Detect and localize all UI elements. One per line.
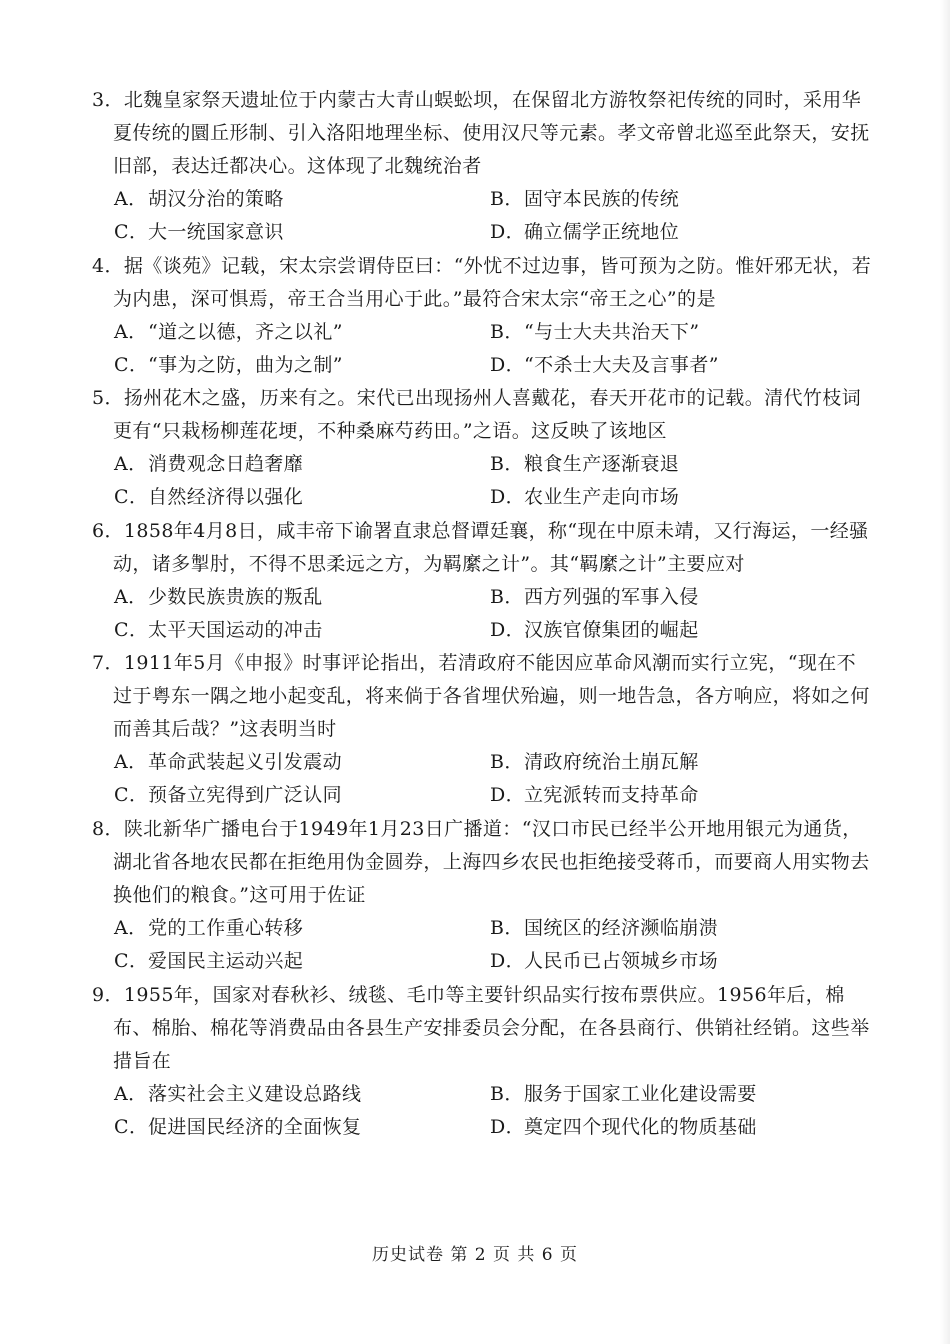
question-9 <box>92 979 872 1144</box>
question-stem <box>92 979 872 1078</box>
question-text: 1955年，国家对春秋衫、绒毯、毛巾等主要针织品实行按布票供应。1956年后，棉布、棉胎、棉花等消费品由各县生产安排委员会分配，在各县商行、供销社经销。这些举措旨在 <box>113 984 870 1072</box>
options-grid <box>114 912 872 978</box>
options-grid <box>114 581 872 647</box>
question-stem <box>92 84 872 183</box>
question-text: 1911年5月《申报》时事评论指出，若清政府不能因应革命风潮而实行立宪，“现在不过于粤东一隅之地小起变乱，将来倘于各省埋伏殆遍，则一地告急，各方响应，将如之何而善其后哉？”这表明当时 <box>113 652 870 740</box>
option-c: C．预备立宪得到广泛认同 <box>114 784 343 806</box>
options-grid <box>114 316 872 382</box>
option-a: A．落实社会主义建设总路线 <box>114 1083 362 1105</box>
option-d: D．奠定四个现代化的物质基础 <box>490 1116 757 1138</box>
option-b: B．清政府统治土崩瓦解 <box>490 751 699 773</box>
question-3 <box>92 84 872 249</box>
option-d: D．农业生产走向市场 <box>490 486 680 508</box>
scan-edge-shadow <box>940 0 950 1344</box>
option-a: A．胡汉分治的策略 <box>114 188 284 210</box>
question-stem <box>92 647 872 746</box>
question-text: 北魏皇家祭天遗址位于内蒙古大青山蜈蚣坝，在保留北方游牧祭祀传统的同时，采用华夏传统的圜丘形制、引入洛阳地理坐标、使用汉尺等元素。孝文帝曾北巡至此祭天，安抚旧部，表达迁都决心。这体现了北魏统治者 <box>113 89 870 177</box>
question-text: 据《谈苑》记载，宋太宗尝谓侍臣曰：“外忧不过边事，皆可预为之防。惟奸邪无状，若为内患，深可惧焉，帝王合当用心于此。”最符合宋太宗“帝王之心”的是 <box>113 255 872 310</box>
option-d: D．人民币已占领城乡市场 <box>490 950 719 972</box>
question-stem <box>92 813 872 912</box>
option-d: D．立宪派转而支持革命 <box>490 784 699 806</box>
option-a: A．革命武装起义引发震动 <box>114 751 343 773</box>
option-c: C．“事为之防，曲为之制” <box>114 354 343 376</box>
option-d: D．汉族官僚集团的崛起 <box>490 619 699 641</box>
option-a: A．少数民族贵族的叛乱 <box>114 586 323 608</box>
question-number: 3． <box>92 89 124 111</box>
option-a: A．党的工作重心转移 <box>114 917 304 939</box>
option-a: A．消费观念日趋奢靡 <box>114 453 304 475</box>
option-c: C．太平天国运动的冲击 <box>114 619 323 641</box>
question-text: 陕北新华广播电台于1949年1月23日广播道：“汉口市民已经半公开地用银元为通货，湖北省各地农民都在拒绝用伪金圆券，上海四乡农民也拒绝接受蒋币，而要商人用实物去换他们的粮食。”这可用于佐证 <box>113 818 870 906</box>
option-d: D．“不杀士大夫及言事者” <box>490 354 719 376</box>
options-grid <box>114 183 872 249</box>
option-b: B．国统区的经济濒临崩溃 <box>490 917 719 939</box>
option-b: B．服务于国家工业化建设需要 <box>490 1083 757 1105</box>
option-b: B．“与士大夫共治天下” <box>490 321 700 343</box>
question-6 <box>92 515 872 647</box>
question-stem <box>92 515 872 581</box>
question-number: 9． <box>92 984 124 1006</box>
options-grid <box>114 1078 872 1144</box>
question-8 <box>92 813 872 978</box>
question-number: 7． <box>92 652 124 674</box>
option-b: B．西方列强的军事入侵 <box>490 586 699 608</box>
question-stem <box>92 250 872 316</box>
option-c: C．自然经济得以强化 <box>114 486 304 508</box>
option-c: C．促进国民经济的全面恢复 <box>114 1116 362 1138</box>
option-c: C．爱国民主运动兴起 <box>114 950 304 972</box>
question-5 <box>92 382 872 514</box>
question-number: 5． <box>92 387 124 409</box>
options-grid <box>114 448 872 514</box>
question-number: 6． <box>92 520 124 542</box>
question-number: 4． <box>92 255 124 277</box>
option-b: B．粮食生产逐渐衰退 <box>490 453 680 475</box>
question-stem <box>92 382 872 448</box>
option-b: B．固守本民族的传统 <box>490 188 680 210</box>
question-text: 扬州花木之盛，历来有之。宋代已出现扬州人喜戴花，春天开花市的记载。清代竹枝词更有“只栽杨柳莲花埂，不种桑麻芍药田。”之语。这反映了该地区 <box>113 387 862 442</box>
question-text: 1858年4月8日，咸丰帝下谕署直隶总督谭廷襄，称“现在中原未靖，又行海运，一经骚动，诸多掣肘，不得不思柔远之方，为羁縻之计”。其“羁縻之计”主要应对 <box>113 520 869 575</box>
option-a: A．“道之以德，齐之以礼” <box>114 321 343 343</box>
option-c: C．大一统国家意识 <box>114 221 284 243</box>
question-4 <box>92 250 872 382</box>
question-7 <box>92 647 872 812</box>
option-d: D．确立儒学正统地位 <box>490 221 680 243</box>
question-number: 8． <box>92 818 124 840</box>
page-footer: 历史试卷 第 2 页 共 6 页 <box>371 1245 579 1265</box>
options-grid <box>114 746 872 812</box>
